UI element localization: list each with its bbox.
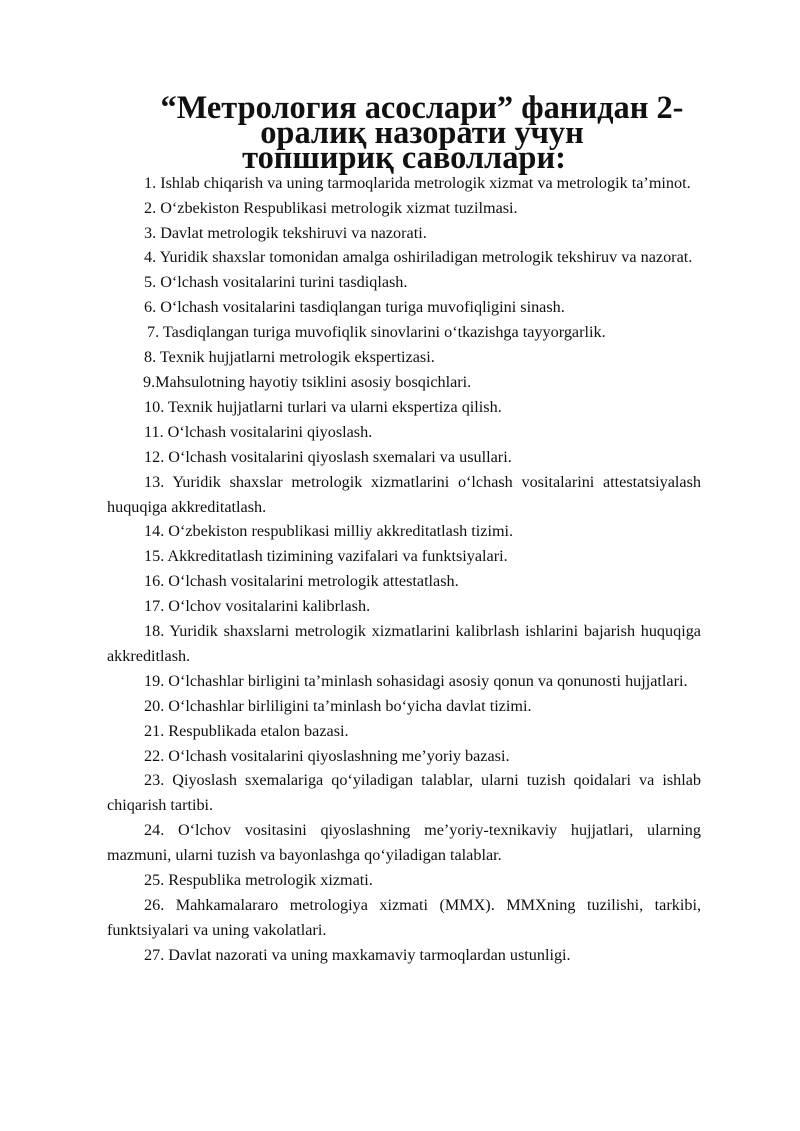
- question-item: 24. O‘lchov vositasini qiyoslashning me’yoriy-texnikaviy hujjatlari, ularning mazmuni, ularni tuzish va bayonlashga qo‘yiladigan talablar.: [107, 821, 701, 865]
- question-item: 2. O‘zbekiston Respublikasi metrologik xizmat tuzilmasi.: [144, 198, 518, 217]
- question-item: 1. Ishlab chiqarish va uning tarmoqlarida metrologik xizmat va metrologik ta’minot.: [144, 173, 691, 192]
- question-item: 10. Texnik hujjatlarni turlari va ularni ekspertiza qilish.: [144, 397, 502, 416]
- question-item: 22. O‘lchash vositalarini qiyoslashning me’yoriy bazasi.: [144, 746, 510, 765]
- question-item: 25. Respublika metrologik xizmati.: [144, 871, 373, 890]
- question-list: [107, 171, 701, 968]
- question-item: 11. O‘lchash vositalarini qiyoslash.: [144, 422, 373, 441]
- document-title: [107, 90, 701, 176]
- question-item: 14. O‘zbekiston respublikasi milliy akkreditatlash tizimi.: [144, 522, 514, 541]
- question-item: 3. Davlat metrologik tekshiruvi va nazorati.: [144, 223, 427, 242]
- question-item: 9.Mahsulotning hayotiy tsiklini asosiy bosqichlari.: [143, 372, 472, 391]
- question-item: 7. Tasdiqlangan turiga muvofiqlik sinovlarini o‘tkazishga tayyorgarlik.: [147, 323, 606, 342]
- question-item: 5. O‘lchash vositalarini turini tasdiqlash.: [144, 273, 408, 292]
- question-item: 15. Akkreditatlash tizimining vazifalari va funktsiyalari.: [144, 547, 508, 566]
- question-item: 18. Yuridik shaxslarni metrologik xizmatlarini kalibrlash ishlarini bajarish huquqiga akkreditlash.: [107, 622, 701, 665]
- question-item: 13. Yuridik shaxslar metrologik xizmatlarini o‘lchash vositalarini attestatsiyalash huquqiga akkreditatlash.: [107, 472, 701, 516]
- question-item: 8. Texnik hujjatlarni metrologik ekspertizasi.: [144, 348, 435, 367]
- title-line-2: топшириқ саволлари:: [242, 139, 566, 176]
- title-line-1: “Метрология асослари” фанидан 2-оралиқ назорати учун: [160, 90, 684, 151]
- question-item: 6. O‘lchash vositalarini tasdiqlangan turiga muvofiqligini sinash.: [144, 298, 565, 317]
- question-item: 4. Yuridik shaxslar tomonidan amalga oshiriladigan metrologik tekshiruv va nazorat.: [144, 248, 693, 267]
- question-item: 23. Qiyoslash sxemalariga qo‘yiladigan talablar, ularni tuzish qoidalari va ishlab chiqarish tartibi.: [107, 771, 701, 815]
- question-item: 17. O‘lchov vositalarini kalibrlash.: [144, 597, 371, 616]
- question-item: 12. O‘lchash vositalarini qiyoslash sxemalari va usullari.: [144, 447, 512, 466]
- question-item: 16. O‘lchash vositalarini metrologik attestatlash.: [144, 572, 459, 591]
- question-item: 26. Mahkamalararo metrologiya xizmati (MMX). MMXning tuzilishi, tarkibi, funktsiyalari va uning vakolatlari.: [107, 896, 701, 939]
- question-item: 20. O‘lchashlar birliligini ta’minlash bo‘yicha davlat tizimi.: [144, 696, 532, 715]
- question-item: 21. Respublikada etalon bazasi.: [144, 721, 349, 740]
- question-item: 27. Davlat nazorati va uning maxkamaviy tarmoqlardan ustunligi.: [144, 945, 571, 964]
- question-item: 19. O‘lchashlar birligini ta’minlash sohasidagi asosiy qonun va qonunosti hujjatlari.: [144, 671, 688, 690]
- document-body: [107, 90, 701, 968]
